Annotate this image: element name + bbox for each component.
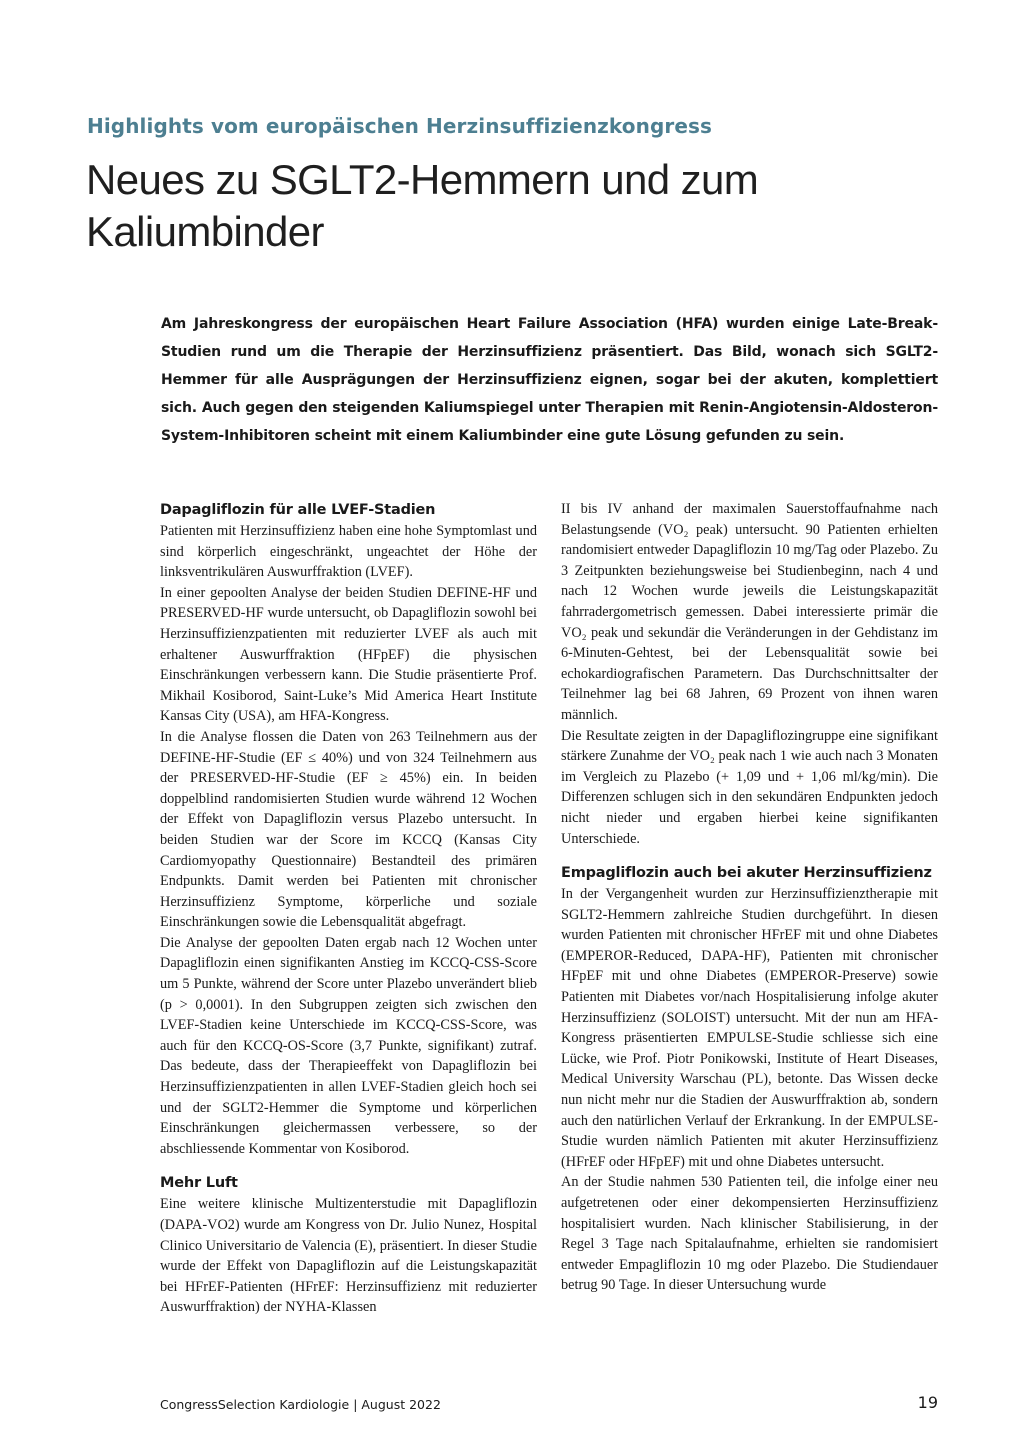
section-heading-dapagliflozin: Dapagliflozin für alle LVEF-Stadien xyxy=(160,502,436,518)
paragraph: Eine weitere klinische Multizenterstudie mit Dapagliflozin (DAPA-VO2) wurde am Kongress von Dr. Julio Nunez, Hospital Clinico Universitario de Valencia (E), präsentiert. In dieser Studie wurde der Effekt von Dapagliflozin auf die Leistungskapazität bei HFrEF-Patienten (HFrEF: Herzinsuffizienz mit reduzierter Auswurffraktion) der NYHA-Klassen xyxy=(160,1196,537,1316)
paragraph: In die Analyse flossen die Daten von 263 Teilnehmern aus der DEFINE-HF-Studie (EF ≤ 40%) und von 324 Teilnehmern aus der PRESERVED-HF-Studie (EF ≥ 45%) ein. In beiden doppelblind randomisierten Studien wurde während 12 Wochen der Effekt von Dapagliflozin versus Plazebo untersucht. In beiden Studien war der Score im KCCQ (Kansas City Cardiomyopathy Questionnaire) Bestandteil des primären Endpunkts. Damit werden bei Patienten mit chronischer Herzinsuffizienz Symptome, körperliche und soziale Einschränkungen sowie die Lebensqualität abgefragt. xyxy=(160,728,537,931)
right-column xyxy=(561,499,938,1296)
paragraph: In einer gepoolten Analyse der beiden Studien DEFINE-HF und PRESERVED-HF wurde untersucht, ob Dapagliflozin sowohl bei Herzinsuffizienzpatienten mit reduzierter LVEF als auch mit erhaltener Auswurffraktion (HFpEF) die physischen Einschränkungen verbessern kann. Die Studie präsentierte Prof. Mikhail Kosiborod, Saint-Luke’s Mid America Heart Institute Kansas City (USA), am HFA-Kongress. xyxy=(160,584,537,725)
paragraph: An der Studie nahmen 530 Patienten teil, die infolge einer neu aufgetretenen oder einer dekompensierten Herzinsuffizienz hospitalisiert wurden. Nach klinischer Stabilisierung, in der Regel 3 Tage nach Spitalaufnahme, erhielten sie randomisiert entweder Empagliflozin 10 mg oder Plazebo. Die Studiendauer betrug 90 Tage. In dieser Untersuchung wurde xyxy=(561,1174,938,1294)
paragraph: II bis IV anhand der maximalen Sauerstoffaufnahme nach Belastungsende (VO₂ peak) untersucht. 90 Patienten erhielten randomisiert entweder Dapagliflozin 10 mg/Tag oder Plazebo. Zu 3 Zeitpunkten beziehungsweise bei Studienbeginn, nach 4 und nach 12 Wochen wurde jeweils die Leistungskapazität fahrradergometrisch gemessen. Dabei interessierte primär die VO₂ peak und sekundär die Veränderungen in der Gehdistanz im 6-Minuten-Gehtest, bei der Lebensqualität sowie bei echokardiografischen Parametern. Das Durchschnittsalter der Teilnehmer lag bei 68 Jahren, 69 Prozent von ihnen waren männlich. xyxy=(561,501,938,723)
footer-publication: CongressSelection Kardiologie | August 2022 xyxy=(160,1397,441,1412)
left-column xyxy=(160,499,537,1318)
article-lead: Am Jahreskongress der europäischen Heart Failure Association (HFA) wurden einige Late-Break-Studien rund um die Therapie der Herzinsuffizienz präsentiert. Das Bild, wonach sich SGLT2-Hemmer für alle Ausprägungen der Herzinsuffizienz eignen, sogar bei der akuten, komplettiert sich. Auch gegen den steigenden Kaliumspiegel unter Therapien mit Renin-Angiotensin-Aldosteron-System-Inhibitoren scheint mit einem Kaliumbinder eine gute Lösung gefunden zu sein. xyxy=(161,316,938,444)
page-number: 19 xyxy=(917,1393,938,1412)
paragraph: Die Resultate zeigten in der Dapagliflozingruppe eine signifikant stärkere Zunahme der VO₂ peak nach 1 wie auch nach 3 Monaten im Vergleich zu Plazebo (+ 1,09 und + 1,06 ml/kg/min). Die Differenzen schlugen sich in den sekundären Endpunkten jedoch nicht nieder und ergaben hierbei keine signifikanten Unterschiede. xyxy=(561,727,938,847)
article-kicker: Highlights vom europäischen Herzinsuffizienzkongress xyxy=(87,114,712,138)
paragraph: In der Vergangenheit wurden zur Herzinsuffizienztherapie mit SGLT2-Hemmern zahlreiche Studien durchgeführt. In diesen wurden Patienten mit chronischer HFrEF mit und ohne Diabetes (EMPEROR-Reduced, DAPA-HF), Patienten mit chronischer HFpEF mit und ohne Diabetes (EMPEROR-Preserve) sowie Patienten mit Diabetes vor/nach Hospitalisierung infolge akuter Herzinsuffizienz (SOLOIST) untersucht. Mit der nun am HFA-Kongress präsentierten EMPULSE-Studie schliesse sich eine Lücke, wie Prof. Piotr Ponikowski, Institute of Heart Diseases, Medical University Warschau (PL), betonte. Das Wissen decke nun nicht mehr nur die Stadien der Auswurffraktion ab, sondern auch den natürlichen Verlauf der Erkrankung. In der EMPULSE-Studie wurden nämlich Patienten mit akuter Herzinsuffizienz (HFrEF oder HFpEF) mit und ohne Diabetes untersucht. xyxy=(561,886,938,1170)
paragraph: Die Analyse der gepoolten Daten ergab nach 12 Wochen unter Dapagliflozin einen signifikanten Anstieg im KCCQ-CSS-Score um 5 Punkte, während der Score unter Plazebo unverändert blieb (p > 0,0001). In den Subgruppen zeigten sich zwischen den LVEF-Stadien keine Unterschiede im KCCQ-CSS-Score, was auch für den KCCQ-OS-Score (3,7 Punkte, signifikant) zutraf. Das bedeute, dass der Therapieeffekt von Dapagliflozin bei Herzinsuffizienzpatienten in allen LVEF-Stadien gleich hoch sei und der SGLT2-Hemmer die Symptome und körperlichen Einschränkungen gleichermassen verbessere, so der abschliessende Kommentar von Kosiborod. xyxy=(160,934,537,1157)
section-heading-mehr-luft: Mehr Luft xyxy=(160,1175,238,1192)
section-heading-empagliflozin: Empagliflozin auch bei akuter Herzinsuffizienz xyxy=(561,865,932,882)
paragraph: Patienten mit Herzinsuffizienz haben eine hohe Symptomlast und sind körperlich eingeschränkt, ungeachtet der Höhe der linksventrikulären Auswurffraktion (LVEF). xyxy=(160,523,537,581)
article-title: Neues zu SGLT2-Hemmern und zum Kaliumbinder xyxy=(86,156,759,255)
